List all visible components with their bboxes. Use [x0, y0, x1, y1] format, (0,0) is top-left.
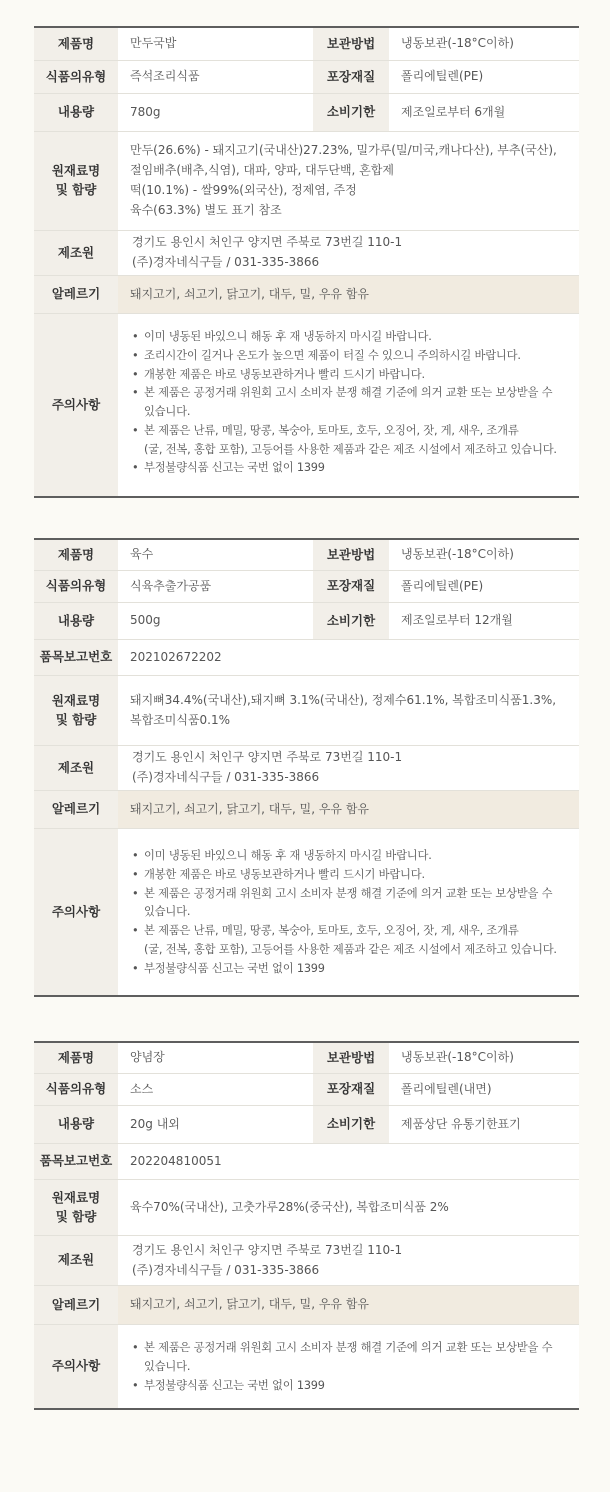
label-storage: 보관방법: [313, 28, 389, 60]
caution-item: • 부정불량식품 신고는 국번 없이 1399: [132, 960, 571, 979]
caution-item: • 이미 냉동된 바있으니 해동 후 재 냉동하지 마시길 바랍니다.: [132, 328, 571, 347]
row-volume-expiry: [34, 94, 579, 132]
row-maker: [34, 231, 579, 276]
value-packaging: 폴리에틸렌(내면): [389, 1074, 579, 1105]
value-name: 육수: [118, 540, 313, 570]
label-caution: 주의사항: [34, 1325, 118, 1408]
label-ingredients: 원재료명 및 함량: [34, 132, 118, 230]
caution-item: • 부정불량식품 신고는 국번 없이 1399: [132, 1377, 571, 1396]
value-maker: 경기도 용인시 처인구 양지면 주북로 73번길 110-1 (주)경자네식구들 / 031-335-3866: [118, 746, 579, 790]
row-ingredients: [34, 676, 579, 746]
label-ingredients: 원재료명 및 함량: [34, 676, 118, 745]
value-volume: 780g: [118, 94, 313, 131]
label-ingredients: 원재료명 및 함량: [34, 1180, 118, 1235]
label-type: 식품의유형: [34, 61, 118, 93]
label-caution: 주의사항: [34, 314, 118, 496]
caution-list: [118, 314, 579, 478]
value-name: 양념장: [118, 1043, 313, 1073]
label-maker: 제조원: [34, 746, 118, 790]
value-caution: [118, 1325, 579, 1408]
value-maker: 경기도 용인시 처인구 양지면 주북로 73번길 110-1 (주)경자네식구들 / 031-335-3866: [118, 1236, 579, 1285]
value-ingredients: [118, 132, 579, 230]
value-report-no: 202204810051: [118, 1144, 579, 1179]
label-volume: 내용량: [34, 1106, 118, 1143]
ingredient-line: 돼지뼈34.4%(국내산),돼지뼈 3.1%(국내산), 정제수61.1%, 복합조미식품1.3%,: [130, 692, 557, 707]
row-ingredients: [34, 1180, 579, 1236]
row-maker: [34, 1236, 579, 1286]
caution-item: • 본 제품은 공정거래 위원회 고시 소비자 분쟁 해결 기준에 의거 교환 또는 보상받을 수 있습니다.: [132, 885, 571, 923]
ingredient-line: 만두(26.6%) - 돼지고기(국내산)27.23%, 밀가루(밀/미국,캐나다산), 부추(국산),: [130, 143, 557, 158]
value-caution: [118, 829, 579, 995]
value-volume: 20g 내외: [118, 1106, 313, 1143]
label-storage: 보관방법: [313, 1043, 389, 1073]
row-ingredients: [34, 132, 579, 231]
label-name: 제품명: [34, 540, 118, 570]
row-name-storage: [34, 1043, 579, 1074]
value-packaging: 폴리에틸렌(PE): [389, 61, 579, 93]
value-expiry: 제조일로부터 6개월: [389, 94, 579, 131]
label-volume: 내용량: [34, 603, 118, 639]
label-maker: 제조원: [34, 231, 118, 275]
value-ingredients: [118, 676, 579, 745]
label-packaging: 포장재질: [313, 1074, 389, 1105]
label-report-no: 품목보고번호: [34, 1144, 118, 1179]
value-type: 즉석조리식품: [118, 61, 313, 93]
row-allergy: [34, 1286, 579, 1325]
value-volume: 500g: [118, 603, 313, 639]
caution-item: • 본 제품은 난류, 메밀, 땅콩, 복숭아, 토마토, 호두, 오징어, 잣, 게, 새우, 조개류 (굴, 전복, 홍합 포함), 고등어를 사용한 제품과 같은 제조 시설에서 제조하고 있습니다.: [132, 922, 571, 960]
row-caution: [34, 1325, 579, 1408]
value-storage: 냉동보관(-18°C이하): [389, 28, 579, 60]
row-allergy: [34, 791, 579, 829]
value-storage: 냉동보관(-18°C이하): [389, 1043, 579, 1073]
row-type-packaging: [34, 571, 579, 603]
ingredient-line: 절임배추(배추,식염), 대파, 양파, 대두단백, 혼합제: [130, 163, 394, 178]
ingredient-line: 복합조미식품0.1%: [130, 712, 231, 727]
ingredient-line: 육수(63.3%) 별도 표기 참조: [130, 202, 282, 217]
label-allergy: 알레르기: [34, 1286, 118, 1324]
row-type-packaging: [34, 1074, 579, 1106]
ingredient-line: 떡(10.1%) - 쌀99%(외국산), 정제염, 주정: [130, 183, 357, 197]
row-caution: [34, 314, 579, 496]
product-info-table-2: [34, 538, 579, 997]
label-type: 식품의유형: [34, 1074, 118, 1105]
caution-item: • 개봉한 제품은 바로 냉동보관하거나 빨리 드시기 바랍니다.: [132, 866, 571, 885]
label-volume: 내용량: [34, 94, 118, 131]
caution-item: • 조리시간이 길거나 온도가 높으면 제품이 터질 수 있으니 주의하시길 바랍니다.: [132, 347, 571, 366]
value-name: 만두국밥: [118, 28, 313, 60]
row-name-storage: [34, 28, 579, 61]
value-storage: 냉동보관(-18°C이하): [389, 540, 579, 570]
label-caution: 주의사항: [34, 829, 118, 995]
value-allergy: 돼지고기, 쇠고기, 닭고기, 대두, 밀, 우유 함유: [118, 791, 579, 828]
label-report-no: 품목보고번호: [34, 640, 118, 675]
caution-item: • 부정불량식품 신고는 국번 없이 1399: [132, 459, 571, 478]
row-volume-expiry: [34, 603, 579, 640]
caution-item: • 본 제품은 공정거래 위원회 고시 소비자 분쟁 해결 기준에 의거 교환 또는 보상받을 수 있습니다.: [132, 384, 571, 422]
value-type: 식육추출가공품: [118, 571, 313, 602]
row-allergy: [34, 276, 579, 314]
value-allergy: 돼지고기, 쇠고기, 닭고기, 대두, 밀, 우유 함유: [118, 276, 579, 313]
label-name: 제품명: [34, 1043, 118, 1073]
label-maker: 제조원: [34, 1236, 118, 1285]
value-expiry: 제품상단 유통기한표기: [389, 1106, 579, 1143]
label-name: 제품명: [34, 28, 118, 60]
label-storage: 보관방법: [313, 540, 389, 570]
row-maker: [34, 746, 579, 791]
value-report-no: 202102672202: [118, 640, 579, 675]
caution-list: [118, 829, 579, 978]
caution-item: • 본 제품은 난류, 메밀, 땅콩, 복숭아, 토마토, 호두, 오징어, 잣, 게, 새우, 조개류 (굴, 전복, 홍합 포함), 고등어를 사용한 제품과 같은 제조 시설에서 제조하고 있습니다.: [132, 422, 571, 460]
row-name-storage: [34, 540, 579, 571]
value-maker: 경기도 용인시 처인구 양지면 주북로 73번길 110-1 (주)경자네식구들 / 031-335-3866: [118, 231, 579, 275]
label-expiry: 소비기한: [313, 1106, 389, 1143]
label-packaging: 포장재질: [313, 571, 389, 602]
value-caution: [118, 314, 579, 496]
caution-item: • 본 제품은 공정거래 위원회 고시 소비자 분쟁 해결 기준에 의거 교환 또는 보상받을 수 있습니다.: [132, 1339, 571, 1377]
row-caution: [34, 829, 579, 995]
product-info-table-1: [34, 26, 579, 498]
label-expiry: 소비기한: [313, 94, 389, 131]
product-info-table-3: [34, 1041, 579, 1410]
label-packaging: 포장재질: [313, 61, 389, 93]
value-expiry: 제조일로부터 12개월: [389, 603, 579, 639]
row-report-no: [34, 1144, 579, 1180]
row-type-packaging: [34, 61, 579, 94]
value-ingredients: 육수70%(국내산), 고춧가루28%(중국산), 복합조미식품 2%: [118, 1180, 579, 1235]
row-report-no: [34, 640, 579, 676]
caution-item: • 이미 냉동된 바있으니 해동 후 재 냉동하지 마시길 바랍니다.: [132, 847, 571, 866]
value-type: 소스: [118, 1074, 313, 1105]
caution-item: • 개봉한 제품은 바로 냉동보관하거나 빨리 드시기 바랍니다.: [132, 366, 571, 385]
caution-list: [118, 1325, 579, 1395]
label-expiry: 소비기한: [313, 603, 389, 639]
label-allergy: 알레르기: [34, 276, 118, 313]
row-volume-expiry: [34, 1106, 579, 1144]
label-allergy: 알레르기: [34, 791, 118, 828]
value-packaging: 폴리에틸렌(PE): [389, 571, 579, 602]
value-allergy: 돼지고기, 쇠고기, 닭고기, 대두, 밀, 우유 함유: [118, 1286, 579, 1324]
label-type: 식품의유형: [34, 571, 118, 602]
